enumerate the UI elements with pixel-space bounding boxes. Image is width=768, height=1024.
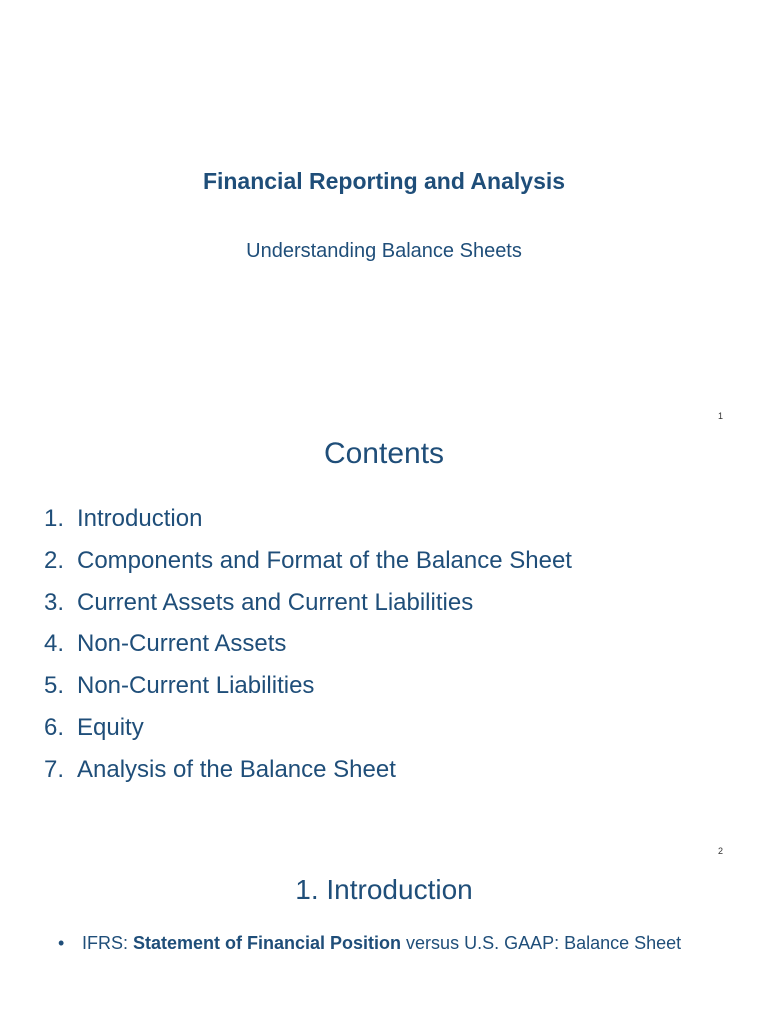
bullet-bold-term: Statement of Financial Position [133, 933, 402, 953]
page-number: 1 [717, 411, 723, 421]
contents-item-label: Current Assets and Current Liabilities [77, 588, 474, 616]
contents-item-number: 7. [44, 755, 65, 783]
contents-item-label: Equity [77, 713, 144, 741]
contents-item-label: Non-Current Liabilities [77, 672, 315, 700]
contents-item-label: Non-Current Assets [77, 630, 287, 658]
contents-item-number: 2. [44, 546, 65, 574]
contents-item [44, 754, 572, 796]
contents-item-number: 5. [44, 672, 65, 700]
contents-item-label: Components and Format of the Balance Sheet [77, 546, 572, 574]
contents-item-label: Analysis of the Balance Sheet [77, 755, 396, 783]
bullet-icon: • [58, 933, 65, 953]
contents-item [44, 545, 572, 587]
contents-item-number: 6. [44, 713, 65, 741]
page-number: 2 [717, 846, 723, 856]
bullet-prefix: IFRS: [82, 933, 134, 953]
contents-heading: Contents [323, 437, 445, 470]
bullet-suffix: versus U.S. GAAP: Balance Sheet [401, 933, 682, 953]
contents-item-number: 4. [44, 630, 65, 658]
contents-item-number: 3. [44, 588, 65, 616]
contents-item [44, 628, 572, 670]
contents-item [44, 587, 572, 629]
contents-item-number: 1. [44, 505, 65, 532]
contents-list [44, 503, 572, 796]
contents-item [44, 670, 572, 712]
bullet-item [58, 930, 698, 957]
bullet-text [58, 930, 698, 957]
contents-item [44, 503, 572, 545]
contents-item [44, 712, 572, 754]
section-heading: 1. Introduction [295, 874, 473, 905]
contents-item-label: Introduction [77, 505, 203, 532]
slide-title: Financial Reporting and Analysis [202, 168, 566, 194]
slide-subtitle: Understanding Balance Sheets [246, 240, 522, 262]
